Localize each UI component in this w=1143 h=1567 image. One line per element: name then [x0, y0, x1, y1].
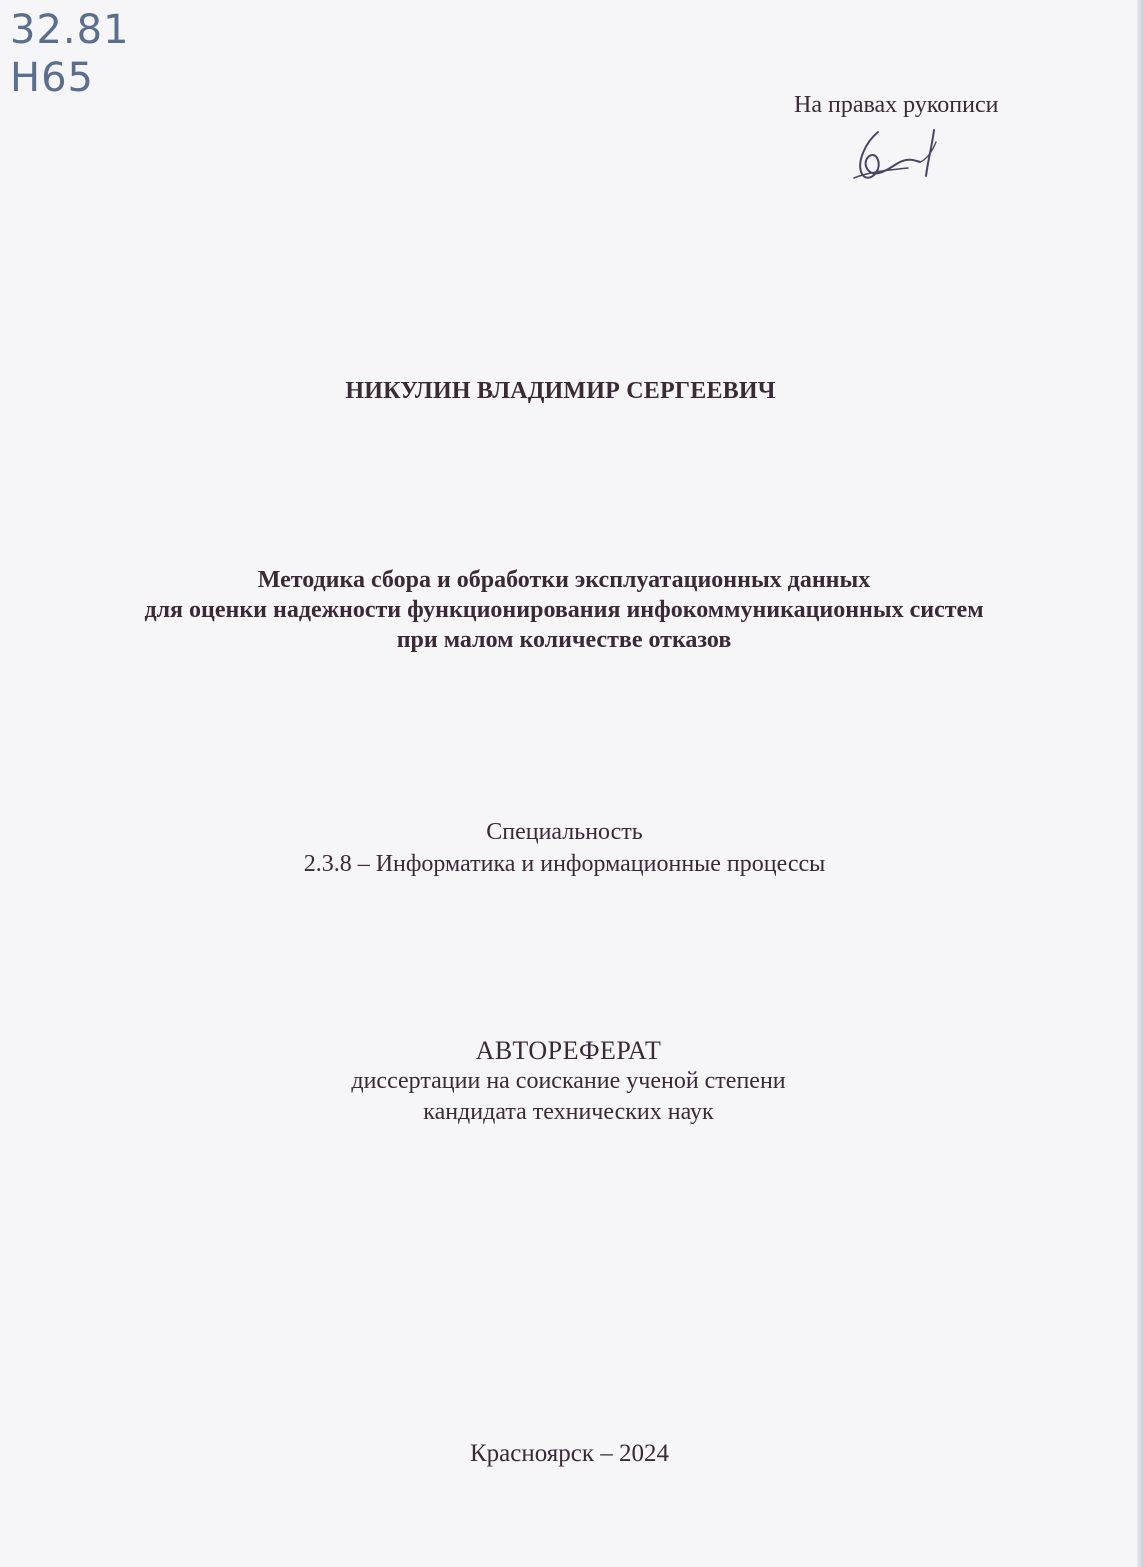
specialty-block [0, 816, 1143, 880]
rights-note: На правах рукописи [794, 92, 999, 118]
handwritten-library-code [10, 6, 130, 102]
title-line-1: Методика сбора и обработки эксплуатационных данных [257, 567, 871, 593]
page-edge-shadow [1137, 0, 1143, 1567]
specialty-label: Специальность [486, 819, 643, 845]
signature-icon [848, 122, 958, 190]
abstract-heading: АВТОРЕФЕРАТ [475, 1036, 662, 1065]
abstract-line-2: кандидата технических наук [423, 1099, 714, 1125]
title-line-3: при малом количестве отказов [396, 627, 732, 653]
library-code-line-1: 32.81 [10, 7, 130, 53]
library-code-line-2: Н65 [10, 55, 94, 101]
dissertation-title [0, 565, 1143, 655]
place-and-year: Красноярск – 2024 [469, 1440, 669, 1467]
abstract-line-1: диссертации на соискание ученой степени [351, 1068, 786, 1094]
title-line-2: для оценки надежности функционирования инфокоммуникационных систем [144, 597, 984, 623]
abstract-block [0, 1035, 1143, 1128]
author-name: НИКУЛИН ВЛАДИМИР СЕРГЕЕВИЧ [345, 378, 776, 404]
specialty-value: 2.3.8 – Информатика и информационные процессы [303, 851, 826, 877]
